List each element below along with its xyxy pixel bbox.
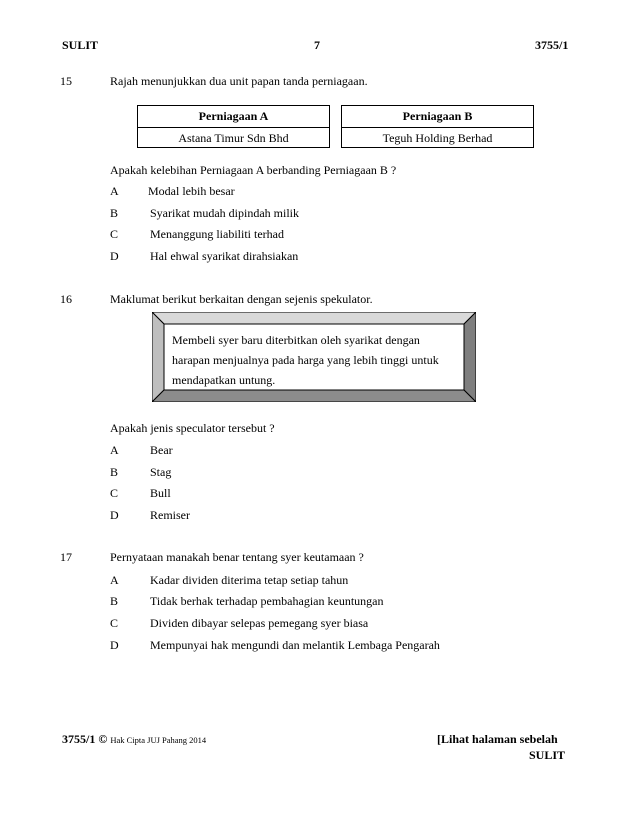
option-letter: C [110, 616, 119, 630]
question-number: 15 [60, 74, 72, 88]
question-stem: Pernyataan manakah benar tentang syer keutamaan ? [110, 550, 364, 564]
question-prompt: Apakah kelebihan Perniagaan A berbanding Perniagaan B ? [110, 163, 397, 177]
option-letter: D [110, 638, 119, 652]
signboard-title: Perniagaan A [138, 106, 329, 128]
option-letter: C [110, 486, 119, 500]
option-text: Mempunyai hak mengundi dan melantik Lembaga Pengarah [150, 638, 440, 652]
footer-copyright [62, 732, 206, 747]
option-text: Bear [150, 443, 173, 457]
signboard-b [341, 105, 534, 148]
next-page-note: [Lihat halaman sebelah [437, 732, 558, 746]
question-number: 16 [60, 292, 72, 306]
footer-paper-code: 3755/1 [62, 732, 96, 746]
signboard-title: Perniagaan B [342, 106, 533, 128]
question-number: 17 [60, 550, 72, 564]
option-letter: B [110, 206, 119, 220]
option-letter: B [110, 465, 119, 479]
question-stem: Rajah menunjukkan dua unit papan tanda perniagaan. [110, 74, 368, 88]
option-text: Menanggung liabiliti terhad [150, 227, 284, 241]
info-line: harapan menjualnya pada harga yang lebih tinggi untuk [172, 353, 439, 367]
option-letter: D [110, 508, 119, 522]
option-text: Remiser [150, 508, 190, 522]
question-prompt: Apakah jenis speculator tersebut ? [110, 421, 275, 435]
option-text: Kadar dividen diterima tetap setiap tahun [150, 573, 349, 587]
copyright-symbol: © [98, 732, 108, 746]
option-text: Syarikat mudah dipindah milik [150, 206, 299, 220]
signboard-name: Astana Timur Sdn Bhd [178, 131, 289, 145]
info-line: Membeli syer baru diterbitkan oleh syarikat dengan [172, 333, 420, 347]
option-letter: A [110, 573, 119, 587]
header-classification: SULIT [62, 38, 99, 52]
page-number: 7 [314, 38, 320, 52]
option-letter: B [110, 594, 119, 608]
option-letter: C [110, 227, 119, 241]
info-box-text [172, 330, 457, 390]
question-stem: Maklumat berikut berkaitan dengan sejenis spekulator. [110, 292, 373, 306]
option-text: Tidak berhak terhadap pembahagian keuntungan [150, 594, 384, 608]
info-line: mendapatkan untung. [172, 373, 276, 387]
signboard-a [137, 105, 330, 148]
option-letter: A [110, 443, 119, 457]
option-letter: A [110, 184, 119, 198]
option-text: Hal ehwal syarikat dirahsiakan [150, 249, 299, 263]
paper-code: 3755/1 [535, 38, 569, 52]
option-text: Bull [150, 486, 171, 500]
option-text: Modal lebih besar [148, 184, 235, 198]
copyright-text: Hak Cipta JUJ Pahang 2014 [110, 735, 207, 745]
option-letter: D [110, 249, 119, 263]
footer-classification: SULIT [529, 748, 566, 762]
option-text: Stag [150, 465, 172, 479]
signboard-name: Teguh Holding Berhad [382, 131, 493, 145]
option-text: Dividen dibayar selepas pemegang syer biasa [150, 616, 369, 630]
